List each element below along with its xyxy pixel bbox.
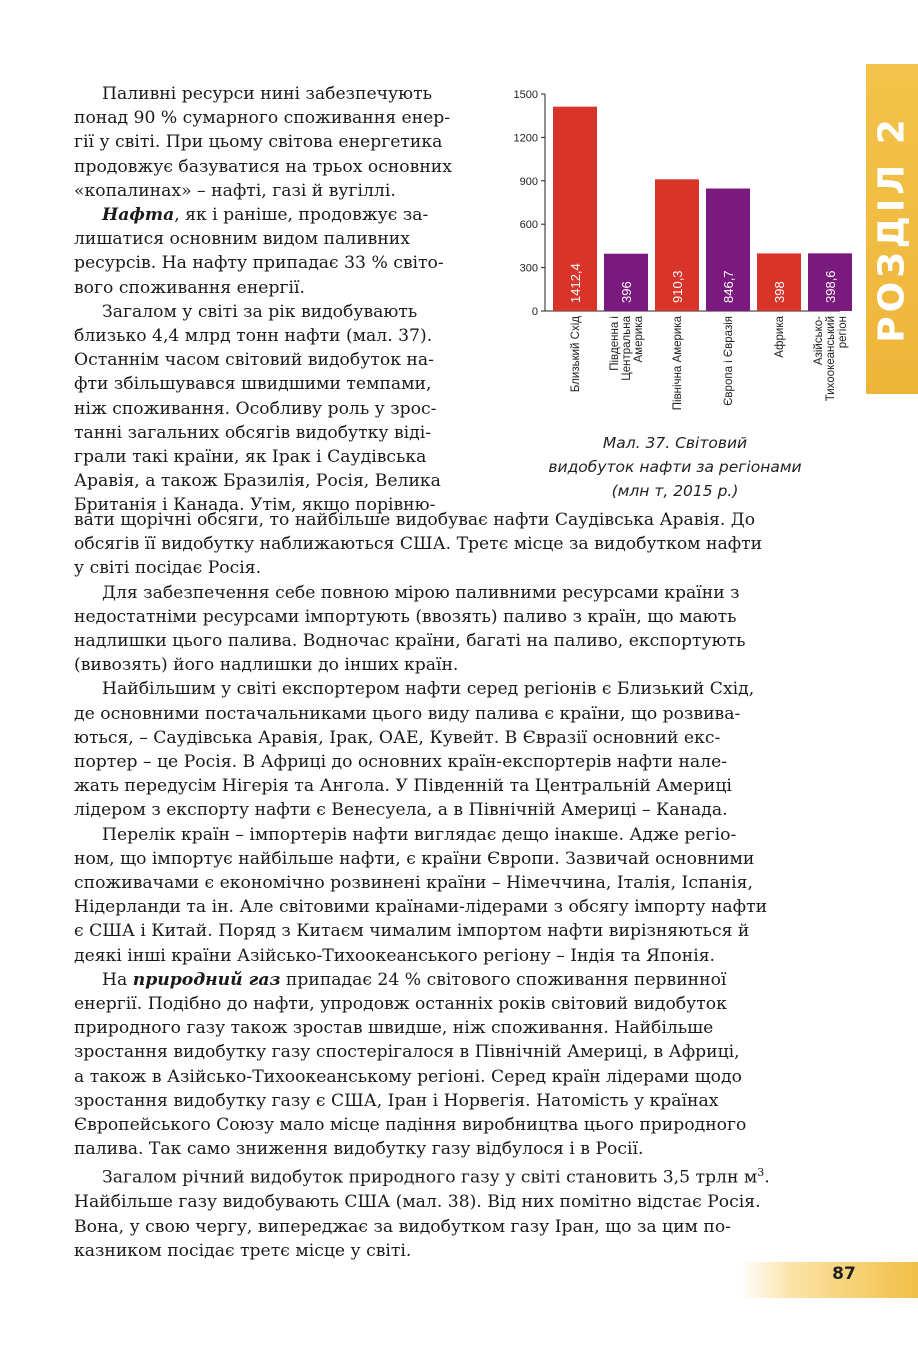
text-line: Паливні ресурси нині забезпечують xyxy=(102,84,432,104)
caption-line-1: Мал. 37. Світовий xyxy=(602,434,748,452)
category-label: Близький Схід xyxy=(570,316,582,393)
text-line: лідером з експорту нафти є Венесуела, а в Північній Америці – Канада. xyxy=(74,800,728,821)
y-tick-label: 1200 xyxy=(513,132,538,145)
category-label: Південна і xyxy=(609,316,621,371)
para8-first-a: Загалом річний видобуток природного газу у світі становить 3,5 трлн м xyxy=(102,1168,758,1189)
bar-value-label: 396 xyxy=(619,281,634,303)
y-tick-label: 1500 xyxy=(513,89,538,101)
term-natural-gas: природний газ xyxy=(132,969,281,990)
bar-value-label: 398,6 xyxy=(823,270,838,303)
text-line: Європейського Союзу мало місце падіння виробництва цього природного xyxy=(74,1115,747,1136)
y-tick-label: 600 xyxy=(519,219,538,232)
text-line: (вивозять) його надлишки до інших країн. xyxy=(74,655,459,676)
paragraph-6 xyxy=(74,823,838,968)
text-line: Британія і Канада. Утім, якщо порівню- xyxy=(74,495,436,516)
category-label: Європа і Євразія xyxy=(723,316,735,406)
text-line: лишатися основним видом паливних xyxy=(74,229,410,250)
bar-value-label: 910,3 xyxy=(670,270,685,303)
text-line: недостатніми ресурсами імпортують (ввозять) паливо з країн, що мають xyxy=(74,606,737,627)
text-line: природного газу також зростав швидше, ніж споживання. Найбільше xyxy=(74,1018,714,1039)
text-line: гії у світі. При цьому світова енергетика xyxy=(74,132,443,153)
y-tick-label: 900 xyxy=(519,175,538,188)
y-tick-label: 300 xyxy=(519,262,538,275)
caption-line-3: (млн т, 2015 р.) xyxy=(611,482,739,500)
text-line: Нідерланди та ін. Але світовими країнами-лідерами з обсягу імпорту нафти xyxy=(74,897,768,918)
figure-caption xyxy=(520,431,830,503)
text-line: ніж споживання. Особливу роль у зрос- xyxy=(74,398,437,419)
text-line: , як і раніше, продовжує за- xyxy=(174,205,429,226)
text-line: Найбільше газу видобувають США (мал. 38). Від них помітно відстає Росія. xyxy=(74,1192,761,1213)
category-label: Центральна xyxy=(621,316,633,381)
bar-value-label: 398 xyxy=(772,281,787,303)
paragraph-2 xyxy=(74,203,488,300)
text-line: близько 4,4 млрд тонн нафти (мал. 37). xyxy=(74,326,433,347)
text-line: ном, що імпортує найбільше нафти, є країни Європи. Зазвичай основними xyxy=(74,848,755,869)
text-line: портер – це Росія. В Африці до основних країн-експортерів нафти нале- xyxy=(74,752,728,773)
text-line: зростання видобутку газу є США, Іран і Норвегія. Натомість у країнах xyxy=(74,1090,719,1111)
text-line: Аравія, а також Бразилія, Росія, Велика xyxy=(74,471,441,492)
text-line: казником посідає третє місце у світі. xyxy=(74,1240,412,1261)
category-label: Азійсько- xyxy=(813,316,825,366)
text-line: палива. Так само зниження видобутку газу відбулося і в Росії. xyxy=(74,1139,644,1160)
section-tab-label: РОЗДІЛ 2 xyxy=(871,115,913,343)
paragraph-4 xyxy=(74,581,838,678)
oil-production-chart xyxy=(505,82,849,417)
text-line: є США і Китай. Поряд з Китаєм чималим імпортом нафти вирізняються й xyxy=(74,921,750,942)
text-line: продовжує базуватися на трьох основних xyxy=(74,156,452,177)
category-label: Північна Америка xyxy=(672,316,684,411)
text-line: жать передусім Нігерія та Ангола. У Південній та Центральній Америці xyxy=(74,776,732,797)
para8-sup: 3 xyxy=(757,1166,765,1180)
category-label: регіон xyxy=(837,316,849,349)
paragraph-7 xyxy=(74,968,838,1162)
para8-first-b: . xyxy=(764,1168,770,1189)
text-line: споживачами є економічно розвинені країни – Німеччина, Італія, Іспанія, xyxy=(74,873,753,894)
text-line: ресурсів. На нафту припадає 33 % світо- xyxy=(74,253,444,274)
para7-first: припадає 24 % світового споживання первинної xyxy=(280,969,727,990)
paragraph-5 xyxy=(74,677,838,822)
text-line: зростання видобутку газу спостерігалося в Північній Америці, в Африці, xyxy=(74,1042,740,1063)
caption-line-2: видобуток нафти за регіонами xyxy=(548,458,802,476)
text-line: Найбільшим у світі експортером нафти серед регіонів є Близький Схід, xyxy=(102,679,755,700)
text-line: Для забезпечення себе повною мірою паливними ресурсами країни з xyxy=(102,582,740,603)
text-line: Перелік країн – імпортерів нафти виглядає дещо інакше. Адже регіо- xyxy=(102,824,737,845)
text-line: обсягів її видобутку наближаються США. Третє місце за видобутком нафти xyxy=(74,534,763,555)
text-line: надлишки цього палива. Водночас країни, багаті на паливо, експортують xyxy=(74,631,746,652)
y-tick-label: 0 xyxy=(531,306,538,318)
text-line: «копалинах» – нафті, газі й вугіллі. xyxy=(74,180,396,201)
paragraph-1 xyxy=(74,82,488,203)
text-line: енергії. Подібно до нафти, упродовж останніх років світовий видобуток xyxy=(74,994,727,1015)
text-line: вого споживання енергії. xyxy=(74,277,305,298)
text-line: Останнім часом світовий видобуток на- xyxy=(74,350,434,371)
paragraph-3-end xyxy=(74,508,838,581)
bar-value-label: 846,7 xyxy=(721,270,736,303)
text-line: фти збільшувався швидшими темпами, xyxy=(74,374,432,395)
page-number: 87 xyxy=(832,1264,856,1284)
category-label: Африка xyxy=(774,316,786,358)
text-line: деякі інші країни Азійсько-Тихоокеанського регіону – Індія та Японія. xyxy=(74,945,715,966)
paragraph-8 xyxy=(74,1161,838,1263)
text-line: танні загальних обсягів видобутку віді- xyxy=(74,422,432,443)
text-line: грали такі країни, як Ірак і Саудівська xyxy=(74,447,427,468)
text-line: у світі посідає Росія. xyxy=(74,558,262,579)
term-oil: Нафта xyxy=(102,205,175,226)
text-line: а також в Азійсько-Тихоокеанському регіоні. Серед країн лідерами щодо xyxy=(74,1066,742,1087)
text-line: понад 90 % сумарного споживання енер- xyxy=(74,108,451,129)
text-column-narrow xyxy=(74,82,488,518)
para7-pre: На xyxy=(102,969,133,990)
text-line: ються, – Саудівська Аравія, Ірак, ОАЕ, Кувейт. В Євразії основний екс- xyxy=(74,727,721,748)
text-line: Загалом у світі за рік видобувають xyxy=(102,301,418,322)
section-tab xyxy=(866,64,918,394)
category-label: Америка xyxy=(633,316,645,363)
text-line: вати щорічні обсяги, то найбільше видобуває нафти Саудівська Аравія. До xyxy=(74,510,756,530)
paragraph-3-start xyxy=(74,300,488,518)
text-line: де основними постачальниками цього виду палива є країни, що розвива- xyxy=(74,703,741,724)
text-column-wide xyxy=(74,508,838,1263)
bar-value-label: 1412,4 xyxy=(568,263,583,303)
text-line: Вона, у свою чергу, випереджає за видобутком газу Іран, що за цим по- xyxy=(74,1216,731,1237)
category-label: Тихоокеанський xyxy=(825,316,837,402)
